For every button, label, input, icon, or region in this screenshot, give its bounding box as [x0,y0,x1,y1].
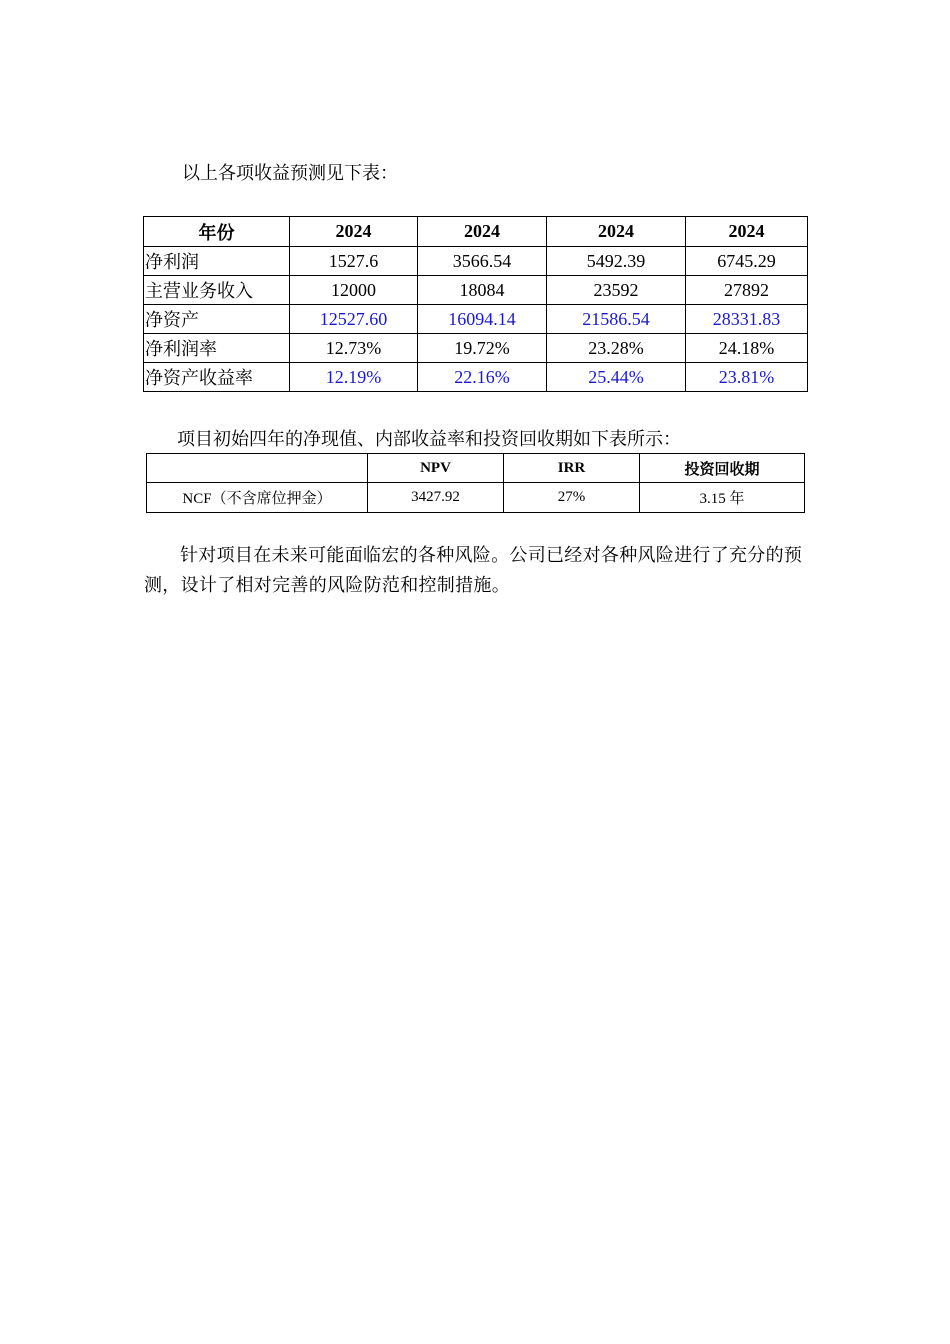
irr-value: 27% [504,483,640,513]
table-cell: 19.72% [418,334,547,363]
table-cell: 23592 [547,276,686,305]
npv-table [146,453,805,513]
table-row [144,334,808,363]
row-label: 净资产收益率 [144,363,290,392]
header-empty [147,454,368,483]
table-cell: 24.18% [686,334,808,363]
table-cell: 22.16% [418,363,547,392]
table-row [147,483,805,513]
header-col-2: 2024 [418,217,547,247]
table-row [144,247,808,276]
row-label: NCF（不含席位押金） [147,483,368,513]
header-payback-period: 投资回收期 [640,454,805,483]
risk-paragraph: 针对项目在未来可能面临宏的各种风险。公司已经对各种风险进行了充分的预测，设计了相对完善的风险防范和控制措施。 [144,545,803,595]
table-cell: 12000 [290,276,418,305]
table-cell: 3566.54 [418,247,547,276]
npv-value: 3427.92 [368,483,504,513]
table-cell: 1527.6 [290,247,418,276]
table-cell: 25.44% [547,363,686,392]
row-label: 主营业务收入 [144,276,290,305]
forecast-table [143,216,808,392]
table-cell: 21586.54 [547,305,686,334]
row-label: 净资产 [144,305,290,334]
header-col-1: 2024 [290,217,418,247]
table-cell: 6745.29 [686,247,808,276]
table-cell: 5492.39 [547,247,686,276]
header-year: 年份 [144,217,290,247]
table-cell: 12527.60 [290,305,418,334]
table-cell: 18084 [418,276,547,305]
table-row [144,305,808,334]
table-cell: 27892 [686,276,808,305]
table-cell: 12.19% [290,363,418,392]
table-cell: 16094.14 [418,305,547,334]
table-header-row [147,454,805,483]
row-label: 净利润 [144,247,290,276]
row-label: 净利润率 [144,334,290,363]
header-col-3: 2024 [547,217,686,247]
table-cell: 23.81% [686,363,808,392]
intro-paragraph: 以上各项收益预测见下表： [182,163,398,183]
payback-value: 3.15 年 [640,483,805,513]
table-header-row [144,217,808,247]
table-row [144,276,808,305]
table-cell: 12.73% [290,334,418,363]
header-irr: IRR [504,454,640,483]
header-col-4: 2024 [686,217,808,247]
header-npv: NPV [368,454,504,483]
npv-intro-paragraph: 项目初始四年的净现值、内部收益率和投资回收期如下表所示： [177,429,681,449]
table-row [144,363,808,392]
table-cell: 23.28% [547,334,686,363]
table-cell: 28331.83 [686,305,808,334]
